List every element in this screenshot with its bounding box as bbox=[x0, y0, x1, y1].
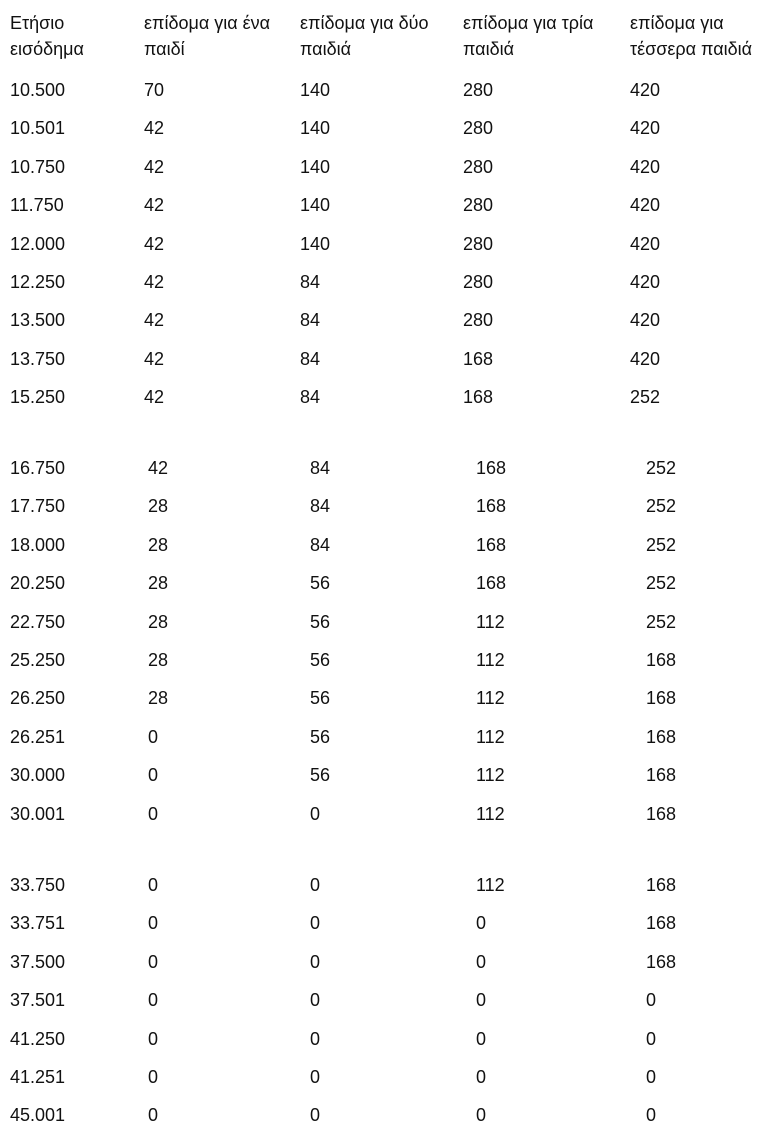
allowance-cell: 280 bbox=[463, 156, 494, 177]
allowance-cell: 252 bbox=[646, 458, 677, 478]
allowance-cell: 420 bbox=[630, 195, 661, 216]
allowance-cell: 42 bbox=[144, 233, 165, 254]
allowance-cell: 0 bbox=[310, 803, 321, 824]
allowance-cell: 0 bbox=[646, 1105, 657, 1126]
allowance-cell: 28 bbox=[148, 496, 169, 517]
allowance-cell: 140 bbox=[300, 118, 331, 139]
allowance-cell: 0 bbox=[476, 1028, 487, 1049]
allowance-cell: 168 bbox=[646, 875, 677, 895]
allowance-cell: 56 bbox=[310, 573, 331, 594]
allowance-cell: 0 bbox=[148, 951, 159, 972]
allowance-cell: 140 bbox=[300, 195, 331, 216]
income-cell: 30.000 bbox=[10, 765, 66, 786]
income-cell: 12.250 bbox=[10, 272, 66, 292]
allowance-cell: 0 bbox=[646, 990, 657, 1011]
allowance-cell: 0 bbox=[148, 726, 159, 747]
allowance-cell: 280 bbox=[463, 233, 494, 254]
allowance-cell: 0 bbox=[476, 1105, 487, 1126]
income-cell: 10.500 bbox=[10, 80, 66, 100]
income-cell: 41.251 bbox=[10, 1067, 66, 1087]
income-cell: 22.750 bbox=[10, 611, 66, 632]
allowance-cell: 84 bbox=[300, 387, 321, 408]
allowance-cell: 0 bbox=[476, 1067, 487, 1087]
allowance-cell: 140 bbox=[300, 233, 331, 254]
allowance-cell: 56 bbox=[310, 765, 331, 786]
allowance-cell: 168 bbox=[646, 913, 677, 934]
allowance-cell: 420 bbox=[630, 272, 661, 292]
allowance-cell: 168 bbox=[646, 688, 677, 709]
allowance-cell: 56 bbox=[310, 650, 331, 670]
allowance-cell: 0 bbox=[148, 1067, 159, 1087]
allowance-cell: 42 bbox=[144, 272, 165, 292]
allowance-cell: 28 bbox=[148, 611, 169, 632]
allowance-cell: 140 bbox=[300, 80, 331, 100]
allowance-cell: 420 bbox=[630, 118, 661, 139]
allowance-cell: 42 bbox=[144, 118, 165, 139]
allowance-cell: 56 bbox=[310, 726, 331, 747]
allowance-cell: 70 bbox=[144, 80, 165, 100]
allowance-cell: 0 bbox=[476, 913, 487, 934]
allowance-cell: 252 bbox=[646, 611, 677, 632]
allowance-cell: 0 bbox=[310, 1067, 321, 1087]
income-cell: 10.750 bbox=[10, 156, 66, 177]
allowance-cell: 0 bbox=[148, 1105, 159, 1126]
allowance-cell: 0 bbox=[148, 803, 159, 824]
allowance-cell: 168 bbox=[463, 387, 494, 408]
allowance-cell: 420 bbox=[630, 310, 661, 331]
allowance-cell: 0 bbox=[148, 1028, 159, 1049]
allowance-cell: 28 bbox=[148, 573, 169, 594]
income-cell: 26.251 bbox=[10, 726, 66, 747]
allowance-cell: 84 bbox=[300, 348, 321, 369]
allowance-cell: 280 bbox=[463, 310, 494, 331]
income-cell: 33.751 bbox=[10, 913, 66, 934]
allowance-cell: 0 bbox=[310, 875, 321, 895]
allowance-cell: 84 bbox=[310, 534, 331, 555]
income-cell: 33.750 bbox=[10, 875, 66, 895]
allowance-cell: 252 bbox=[630, 387, 661, 408]
allowance-cell: 420 bbox=[630, 80, 661, 100]
allowance-cell: 280 bbox=[463, 272, 494, 292]
income-cell: 45.001 bbox=[10, 1105, 66, 1126]
column-header-2: επίδομα για ένα παιδί bbox=[144, 13, 271, 59]
allowance-cell: 420 bbox=[630, 156, 661, 177]
allowance-cell: 112 bbox=[476, 765, 505, 786]
income-cell: 18.000 bbox=[10, 534, 66, 555]
allowance-cell: 252 bbox=[646, 573, 677, 594]
allowance-cell: 168 bbox=[646, 726, 677, 747]
allowance-cell: 252 bbox=[646, 534, 677, 555]
allowance-cell: 0 bbox=[310, 913, 321, 934]
allowance-cell: 0 bbox=[646, 1028, 657, 1049]
allowance-cell: 112 bbox=[476, 726, 505, 747]
allowance-cell: 140 bbox=[300, 156, 331, 177]
income-cell: 41.250 bbox=[10, 1028, 66, 1049]
allowance-cell: 420 bbox=[630, 348, 661, 369]
allowance-cell: 0 bbox=[148, 990, 159, 1011]
allowance-cell: 0 bbox=[310, 1105, 321, 1126]
allowance-cell: 56 bbox=[310, 611, 331, 632]
allowance-cell: 280 bbox=[463, 195, 494, 216]
allowance-cell: 0 bbox=[476, 951, 487, 972]
allowance-cell: 0 bbox=[148, 765, 159, 786]
column-header-3: επίδομα για δύο παιδιά bbox=[300, 13, 429, 59]
income-cell: 16.750 bbox=[10, 458, 66, 478]
allowance-cell: 280 bbox=[463, 118, 494, 139]
allowance-cell: 42 bbox=[148, 458, 169, 478]
allowance-cell: 112 bbox=[476, 803, 505, 824]
income-cell: 15.250 bbox=[10, 387, 66, 408]
income-cell: 26.250 bbox=[10, 688, 66, 709]
allowance-cell: 280 bbox=[463, 80, 494, 100]
allowance-cell: 28 bbox=[148, 650, 169, 670]
allowance-cell: 84 bbox=[300, 272, 321, 292]
allowance-cell: 0 bbox=[148, 875, 159, 895]
allowance-cell: 168 bbox=[463, 348, 494, 369]
allowance-cell: 112 bbox=[476, 875, 505, 895]
allowance-cell: 168 bbox=[646, 650, 677, 670]
income-cell: 37.501 bbox=[10, 990, 66, 1011]
allowance-cell: 420 bbox=[630, 233, 661, 254]
income-cell: 12.000 bbox=[10, 233, 66, 254]
income-cell: 30.001 bbox=[10, 803, 66, 824]
allowance-cell: 84 bbox=[310, 458, 331, 478]
allowance-cell: 0 bbox=[310, 1028, 321, 1049]
income-cell: 25.250 bbox=[10, 650, 66, 670]
income-cell: 13.750 bbox=[10, 348, 66, 369]
allowance-cell: 168 bbox=[646, 951, 677, 972]
allowance-cell: 0 bbox=[148, 913, 159, 934]
income-cell: 10.501 bbox=[10, 118, 66, 139]
allowance-cell: 28 bbox=[148, 534, 169, 555]
allowance-cell: 56 bbox=[310, 688, 331, 709]
allowance-cell: 168 bbox=[646, 765, 677, 786]
income-cell: 13.500 bbox=[10, 310, 66, 331]
allowance-cell: 168 bbox=[646, 803, 677, 824]
income-cell: 20.250 bbox=[10, 573, 66, 594]
allowance-cell: 168 bbox=[476, 496, 507, 517]
allowance-cell: 42 bbox=[144, 387, 165, 408]
allowance-cell: 42 bbox=[144, 195, 165, 216]
allowance-cell: 84 bbox=[310, 496, 331, 517]
allowance-cell: 0 bbox=[310, 951, 321, 972]
allowance-cell: 112 bbox=[476, 688, 505, 709]
income-cell: 11.750 bbox=[10, 195, 64, 216]
income-cell: 37.500 bbox=[10, 951, 66, 972]
allowance-cell: 42 bbox=[144, 348, 165, 369]
allowance-cell: 112 bbox=[476, 611, 505, 632]
column-header-5: επίδομα για τέσσερα παιδιά bbox=[630, 13, 753, 59]
allowance-cell: 28 bbox=[148, 688, 169, 709]
allowance-cell: 168 bbox=[476, 534, 507, 555]
allowance-cell: 168 bbox=[476, 573, 507, 594]
income-cell: 17.750 bbox=[10, 496, 66, 517]
allowance-cell: 0 bbox=[310, 990, 321, 1011]
column-header-4: επίδομα για τρία παιδιά bbox=[463, 13, 594, 59]
allowance-cell: 0 bbox=[646, 1067, 657, 1087]
allowance-cell: 0 bbox=[476, 990, 487, 1011]
allowance-cell: 84 bbox=[300, 310, 321, 331]
allowance-cell: 42 bbox=[144, 310, 165, 331]
column-header-1: Ετήσιο εισόδημα bbox=[10, 13, 84, 59]
allowance-cell: 42 bbox=[144, 156, 165, 177]
allowance-cell: 112 bbox=[476, 650, 505, 670]
allowance-cell: 252 bbox=[646, 496, 677, 517]
allowance-cell: 168 bbox=[476, 458, 507, 478]
